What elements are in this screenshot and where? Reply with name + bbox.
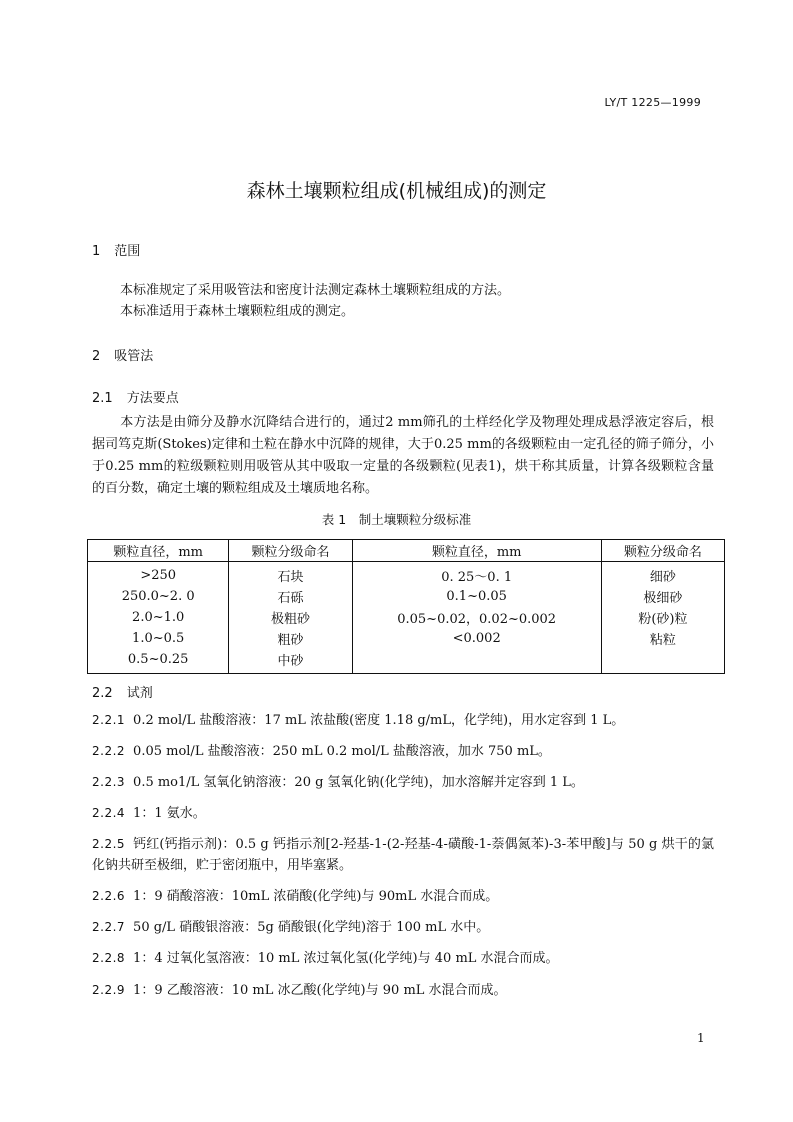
table-cell (352, 649, 601, 674)
item-text: 0.5 mo1/L 氢氧化钠溶液：20 g 氢氧化钠(化学纯)，加水溶解并定容到 1 L。 (133, 775, 584, 790)
document-title: 森林土壤颗粒组成(机械组成)的测定 (246, 180, 547, 202)
table-cell: 石砾 (229, 586, 352, 607)
scope-line-1: 本标准规定了采用吸管法和密度计法测定森林土壤颗粒组成的方法。 (120, 283, 511, 298)
item-text: 钙红(钙指示剂)：0.5 g 钙指示剂[2-羟基-1-(2-羟基-4-磺酸-1-萘偶氮苯)-3-苯甲酸]与 50 g 烘干的氯化钠共研至极细，贮于密闭瓶中，用毕塞紧。 (92, 837, 714, 873)
reagent-item-2-2-5 (92, 834, 714, 876)
item-text: 0.2 mol/L 盐酸溶液：17 mL 浓盐酸(密度 1.18 g/mL，化学纯)，用水定容到 1 L。 (133, 713, 625, 728)
reagent-item-2-2-7 (92, 917, 714, 938)
table-cell: 250.0~2. 0 (88, 586, 229, 607)
table-cell: 极细砂 (601, 586, 724, 607)
method-paragraph (92, 412, 714, 500)
header-cell: 颗粒分级命名 (229, 540, 352, 562)
item-number: 2.2.9 (92, 983, 126, 997)
section-number: 2 (92, 349, 101, 364)
header-cell: 颗粒直径，mm (88, 540, 229, 562)
table-caption: 表 1 制土壤颗粒分级标准 (321, 512, 472, 527)
item-number: 2.2.1 (92, 713, 126, 727)
item-number: 2.2.8 (92, 951, 126, 965)
section-heading-2 (92, 345, 153, 364)
page-number: 1 (697, 1031, 705, 1045)
reagent-item-2-2-3 (92, 772, 714, 793)
table-cell (601, 649, 724, 674)
table-cell: 粘粒 (601, 628, 724, 649)
item-text: 1：4 过氧化氢溶液：10 mL 浓过氧化氢(化学纯)与 40 mL 水混合而成。 (133, 951, 559, 966)
table-cell: 1.0~0.5 (88, 628, 229, 649)
table-cell: 2.0~1.0 (88, 607, 229, 628)
section-heading-2-2 (92, 682, 153, 701)
item-text: 0.05 mol/L 盐酸溶液：250 mL 0.2 mol/L 盐酸溶液，加水 750 mL。 (133, 744, 551, 759)
item-text: 1：1 氨水。 (133, 806, 206, 821)
table-cell: 中砂 (229, 649, 352, 674)
table-cell: 粉(砂)粒 (601, 607, 724, 628)
section-number: 1 (92, 244, 101, 259)
table-cell: 石块 (229, 562, 352, 587)
table-row (88, 562, 725, 587)
section-number: 2.2 (92, 686, 113, 701)
section-heading-1 (92, 240, 140, 259)
section-title: 方法要点 (126, 391, 179, 406)
table-cell: 粗砂 (229, 628, 352, 649)
table-cell: 极粗砂 (229, 607, 352, 628)
table-row (88, 628, 725, 649)
item-text: 1：9 硝酸溶液：10mL 浓硝酸(化学纯)与 90mL 水混合而成。 (133, 889, 499, 904)
header-cell: 颗粒直径，mm (352, 540, 601, 562)
item-number: 2.2.4 (92, 806, 126, 820)
standard-number: LY/T 1225—1999 (604, 96, 701, 109)
section-title: 范围 (114, 244, 141, 259)
table-cell: 0. 25～0. 1 (352, 562, 601, 587)
scope-line-2: 本标准适用于森林土壤颗粒组成的测定。 (120, 304, 355, 319)
table-cell: 0.5~0.25 (88, 649, 229, 674)
section-number: 2.1 (92, 391, 113, 406)
table-cell: >250 (88, 562, 229, 587)
reagent-item-2-2-4 (92, 803, 714, 824)
table-row (88, 607, 725, 628)
method-paragraph-text: 本方法是由筛分及静水沉降结合进行的，通过2 mm筛孔的土样经化学及物理处理成悬浮液定容后，根据司笃克斯(Stokes)定律和土粒在静水中沉降的规律，大于0.25 mm的各级颗粒由一定孔径的筛子筛分，小于0.25 mm的粒级颗粒则用吸管从其中吸取一定量的各级颗粒(见表1)，烘干称其质量，计算各级颗粒含量的百分数，确定土壤的颗粒组成及土壤质地名称。 (92, 415, 714, 496)
item-text: 50 g/L 硝酸银溶液：5g 硝酸银(化学纯)溶于 100 mL 水中。 (133, 920, 490, 935)
item-number: 2.2.5 (92, 837, 126, 851)
section-title: 吸管法 (114, 349, 154, 364)
section-title: 试剂 (126, 686, 153, 701)
table-cell: 0.1~0.05 (352, 586, 601, 607)
table-header-row (88, 540, 725, 562)
particle-grade-table (87, 539, 725, 674)
table-cell: <0.002 (352, 628, 601, 649)
table-cell: 细砂 (601, 562, 724, 587)
reagent-item-2-2-8 (92, 948, 714, 969)
item-number: 2.2.6 (92, 889, 126, 903)
reagent-item-2-2-2 (92, 741, 714, 762)
reagent-item-2-2-1 (92, 710, 714, 731)
item-number: 2.2.3 (92, 775, 126, 789)
table-row (88, 586, 725, 607)
section-heading-2-1 (92, 387, 179, 406)
reagent-item-2-2-6 (92, 886, 714, 907)
table-row (88, 649, 725, 674)
table-cell: 0.05~0.02，0.02~0.002 (352, 607, 601, 628)
item-number: 2.2.7 (92, 920, 126, 934)
item-text: 1：9 乙酸溶液：10 mL 冰乙酸(化学纯)与 90 mL 水混合而成。 (133, 983, 507, 998)
reagent-item-2-2-9 (92, 980, 714, 1001)
item-number: 2.2.2 (92, 744, 126, 758)
header-cell: 颗粒分级命名 (601, 540, 724, 562)
